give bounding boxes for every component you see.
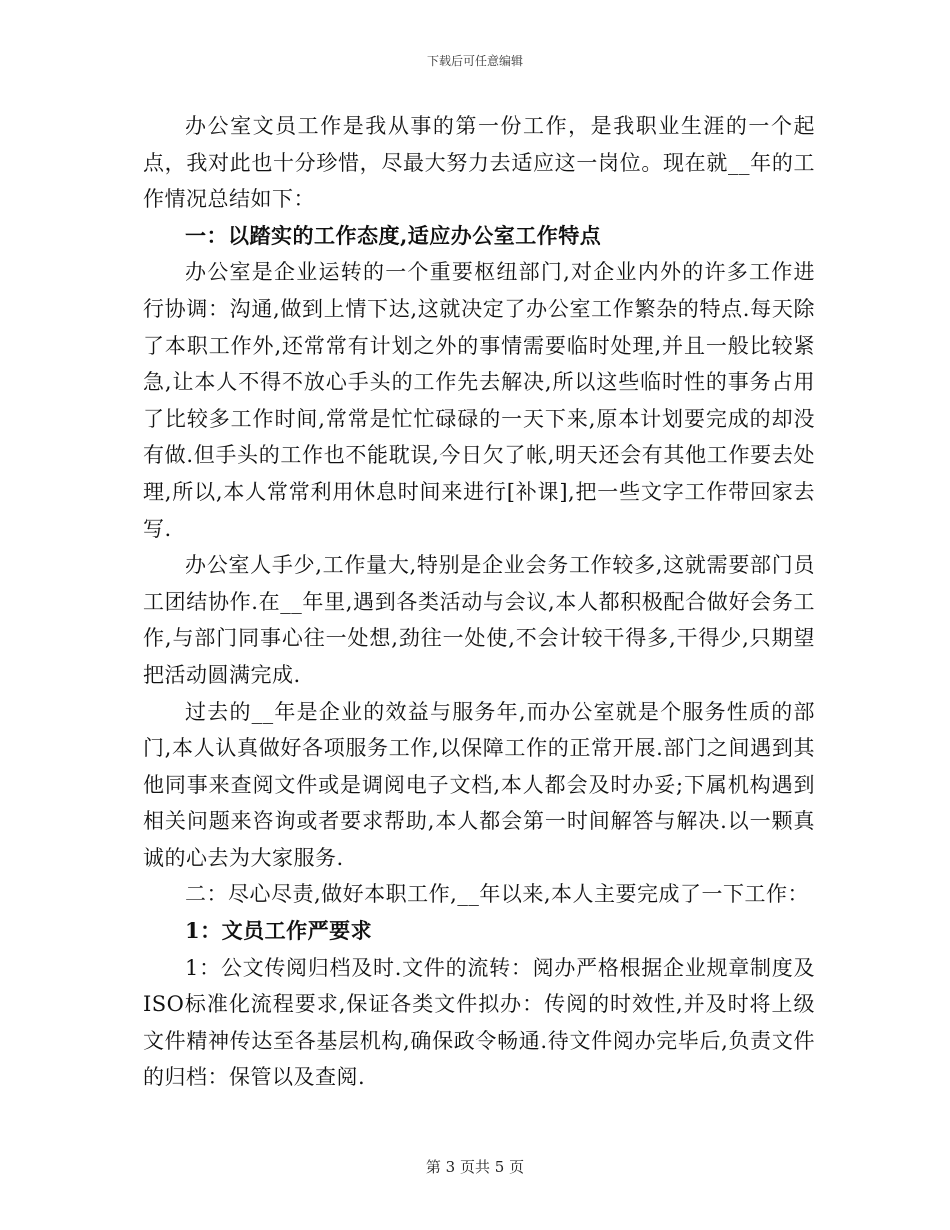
subheading-clerk-work: 1：文员工作严要求 (185, 918, 373, 944)
document-body (143, 108, 815, 1096)
section-heading-1: 一：以踏实的工作态度,适应办公室工作特点 (185, 222, 602, 248)
body-paragraph-teamwork: 办公室人手少,工作量大,特别是企业会务工作较多,这就需要部门员工团结协作.在__年里,遇到各类活动与会议,本人都积极配合做好会务工作,与部门同事心往一处想,劲往一处使,不会计较干得多,干得少,只期望把活动圆满完成. (143, 553, 815, 687)
body-paragraph-documents: 1：公文传阅归档及时.文件的流转：阅办严格根据企业规章制度及ISO标准化流程要求,保证各类文件拟办：传阅的时效性,并及时将上级文件精神传达至各基层机构,确保政令畅通.待文件阅办完毕后,负责文件的归档：保管以及查阅. (143, 955, 815, 1090)
section-heading-2: 二：尽心尽责,做好本职工作,__年以来,本人主要完成了一下工作： (185, 882, 810, 907)
intro-paragraph: 办公室文员工作是我从事的第一份工作，是我职业生涯的一个起点，我对此也十分珍惜，尽最大努力去适应这一岗位。现在就__年的工作情况总结如下： (143, 114, 815, 212)
page-number: 第 3 页共 5 页 (425, 1158, 525, 1176)
page-header-note: 下载后可任意编辑 (426, 54, 523, 68)
body-paragraph-office-hub: 办公室是企业运转的一个重要枢纽部门,对企业内外的许多工作进行协调：沟通,做到上情下达,这就决定了办公室工作繁杂的特点.每天除了本职工作外,还常常有计划之外的事情需要临时处理,并且一般比较紧急,让本人不得不放心手头的工作先去解决,所以这些临时性的事务占用了比较多工作时间,常常是忙忙碌碌的一天下来,原本计划要完成的却没有做.但手头的工作也不能耽误,今日欠了帐,明天还会有其他工作要去处理,所以,本人常常利用休息时间来进行[补课],把一些文字工作带回家去写. (143, 260, 815, 541)
body-paragraph-service: 过去的__年是企业的效益与服务年,而办公室就是个服务性质的部门,本人认真做好各项服务工作,以保障工作的正常开展.部门之间遇到其他同事来查阅文件或是调阅电子文档,本人都会及时办妥;下属机构遇到相关问题来咨询或者要求帮助,本人都会第一时间解答与解决.以一颗真诚的心去为大家服务. (143, 699, 815, 870)
